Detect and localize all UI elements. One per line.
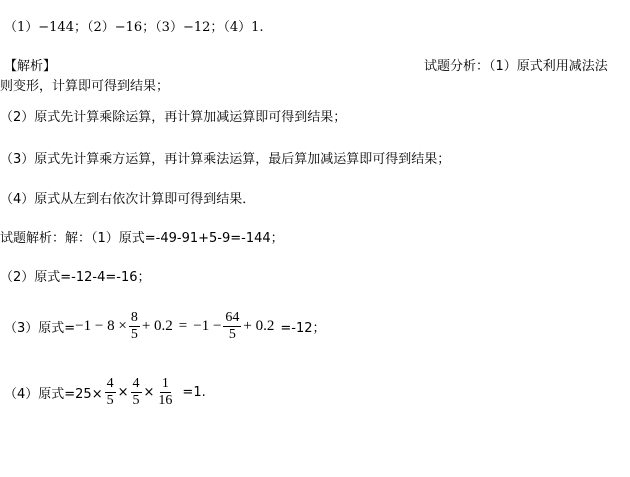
- part3-result: =-12；: [280, 321, 326, 336]
- part3-expr1-a: −1 − 8 ×: [75, 318, 127, 334]
- part3-expr1-b: + 0.2: [141, 318, 173, 334]
- solution-line-2: （2）原式=-12-4=-16；: [0, 270, 151, 285]
- jiexi-label: 【解析】: [4, 59, 57, 74]
- analysis-line-1: 则变形，计算即可得到结果；: [0, 79, 170, 94]
- fraction-numerator: 4: [106, 376, 114, 391]
- analysis-intro: 试题分析：（1）原式利用减法法: [424, 59, 608, 74]
- fraction-numerator: 4: [132, 376, 140, 391]
- part4-fraction-3: [156, 376, 174, 409]
- solution-part-3: [4, 310, 326, 343]
- solution-part-4: [4, 376, 206, 409]
- fraction-numerator: 1: [161, 376, 169, 391]
- analysis-line-4: （4）原式从左到右依次计算即可得到结果．: [0, 192, 256, 207]
- part4-prefix: （4）原式=25×: [4, 387, 103, 402]
- part3-fraction-1: [129, 310, 140, 343]
- part3-equals: =: [178, 318, 188, 334]
- fraction-denominator: 16: [158, 393, 173, 408]
- part3-fraction-2: [223, 310, 241, 343]
- part3-expr2-a: −1 −: [193, 318, 222, 334]
- part3-prefix: （3）原式=: [4, 321, 76, 336]
- fraction-denominator: 5: [106, 393, 114, 408]
- answers-line: （1）−144；（2）−16；（3）−12；（4）1.: [4, 20, 264, 35]
- analysis-line-3: （3）原式先计算乘方运算，再计算乘法运算，最后算加减运算即可得到结果；: [0, 152, 451, 167]
- fraction-numerator: 64: [225, 310, 240, 325]
- times-sign: ×: [143, 385, 155, 400]
- fraction-denominator: 5: [228, 327, 236, 342]
- part4-fraction-2: [131, 376, 142, 409]
- part4-result: =1.: [182, 385, 206, 400]
- fraction-denominator: 5: [130, 327, 138, 342]
- analysis-line-2: （2）原式先计算乘除运算，再计算加减运算即可得到结果；: [0, 110, 347, 125]
- times-sign: ×: [117, 385, 129, 400]
- part3-expr2-b: + 0.2: [243, 318, 275, 334]
- solution-line-1: 试题解析：解：（1）原式=-49-91+5-9=-144；: [0, 231, 284, 246]
- fraction-numerator: 8: [130, 310, 138, 325]
- part4-fraction-1: [105, 376, 116, 409]
- fraction-denominator: 5: [132, 393, 140, 408]
